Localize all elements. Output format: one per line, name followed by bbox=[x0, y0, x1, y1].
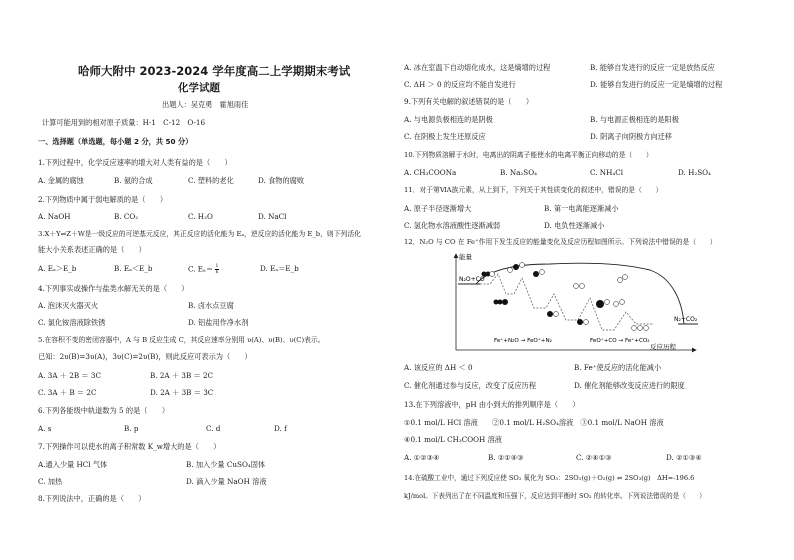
option-a: A. NaOH bbox=[38, 212, 71, 221]
option-a: A. 金属的腐蚀 bbox=[38, 176, 84, 185]
option-d: D. 铝盐用作净水剂 bbox=[188, 318, 249, 327]
option-d: D. H₂SO₄ bbox=[678, 168, 711, 177]
fraction-denominator: E bbox=[215, 270, 219, 275]
option-b: B. 加入少量 CuSO₄固体 bbox=[186, 460, 266, 469]
question-5: 5.在容积不变的密闭容器中，A 与 B 反应生成 C，其反应速率分别用 υ(A)、υ(B)、υ(C)表示。 bbox=[38, 336, 325, 344]
option-a: A. 该反应的 ΔH ＜ 0 bbox=[404, 363, 473, 372]
option-a: A. Eₐ＞E_b bbox=[38, 264, 77, 273]
option-d: D. Eₐ＝E_b bbox=[260, 264, 299, 273]
option-b: B. Na₂SO₄ bbox=[500, 168, 538, 177]
option-b: B. 能够自发进行的反应一定是放热反应 bbox=[590, 63, 715, 72]
question-1: 1.下列过程中，化学反应速率的增大对人类有益的是（ ） bbox=[38, 158, 232, 167]
option-a: A. s bbox=[38, 424, 52, 433]
option-d: D. 阴离子向阴极方向迁移 bbox=[590, 132, 672, 141]
option-b: B. 氨的合成 bbox=[114, 176, 153, 185]
option-c: C. H₂O bbox=[188, 212, 213, 221]
question-3-cont: 能大小关系表述正确的是（ ） bbox=[38, 245, 146, 254]
option-c: C. 氢化物水溶液酸性逐渐减弱 bbox=[404, 221, 501, 230]
option-c: C. NH₄Cl bbox=[590, 168, 624, 177]
option-b: B. 第一电离能逐渐减小 bbox=[544, 204, 619, 213]
option-a: A. 泡沫灭火器灭火 bbox=[38, 301, 99, 310]
option-d: D. 催化剂能够改变反应进行的限度 bbox=[574, 381, 685, 390]
exam-authors: 出题人：吴克勇 霍旭雨佳 bbox=[162, 100, 249, 109]
question-12: 12．N₂O 与 CO 在 Fe⁺作用下发生反应的能量变化及反应历程如图所示。下列说法中错误的是（ ） bbox=[404, 238, 717, 246]
question-14-cont: kJ/mol。下表列出了在不同温度和压强下，反应达到平衡时 SO₂ 的转化率。下列说法错误的是（ ） bbox=[404, 492, 706, 500]
option-d: D. f bbox=[274, 424, 287, 433]
option-c: C. ②④①③ bbox=[576, 453, 612, 462]
option-d: D. 2A ＋ 3B ＝ 3C bbox=[150, 388, 214, 397]
energy-axis bbox=[456, 254, 696, 350]
question-5-cont: 已知：2υ(B)=3υ(A)，3υ(C)=2υ(B)，则此反应可表示为（ ） bbox=[38, 352, 252, 361]
option-c: C. d bbox=[206, 424, 221, 433]
question-13-list-1: ①0.1 mol/L HCl 溶液 ②0.1 mol/L H₂SO₄溶液 ③0.1 mol/L NaOH 溶液 bbox=[404, 418, 664, 427]
question-14: 14.在硫酸工业中，通过下列反应使 SO₂ 氧化为 SO₃：2SO₂(g)＋O₂(g) ⇌ 2SO₃(g) ΔH=-196.6 bbox=[404, 474, 695, 482]
products-label: N₂+CO₂ bbox=[674, 316, 698, 323]
question-9: 9.下列有关电解的叙述错误的是（ ） bbox=[404, 97, 534, 106]
option-a: A. CH₃COONa bbox=[404, 168, 457, 177]
option-a: A. ①②③④ bbox=[404, 453, 440, 462]
question-8: 8.下列说法中，正确的是（ ） bbox=[38, 494, 146, 503]
question-13-list-2: ④0.1 mol/L CH₃COOH 溶液 bbox=[404, 435, 502, 444]
option-a: A. 冰在室温下自动熔化成水，这是熵增的过程 bbox=[404, 63, 551, 72]
option-b: B. Eₐ＜E_b bbox=[114, 264, 153, 273]
y-axis-label: 能量 bbox=[459, 253, 472, 261]
atomic-mass-note: 计算可能用到的相对原子质量：H-1 C-12 O-16 bbox=[42, 118, 206, 127]
exam-title: 哈师大附中 2023-2024 学年度高二上学期期末考试 bbox=[78, 64, 351, 78]
option-c: C. 催化剂通过参与反应，改变了反应历程 bbox=[404, 381, 537, 390]
question-10: 10.下列物质溶解于水时，电离出的阴离子能使水的电离平衡正向移动的是（ ） bbox=[404, 151, 653, 159]
section-heading: 一、选择题（单选题，每小题 2 分，共 50 分） bbox=[38, 137, 193, 146]
question-7: 7.下列操作可以使水的离子积常数 K_w增大的是（ ） bbox=[38, 442, 221, 451]
energy-profile-diagram bbox=[450, 250, 700, 355]
option-c bbox=[188, 264, 219, 275]
option-b: B. 卤水点豆腐 bbox=[188, 301, 234, 310]
fraction-numerator: 1 bbox=[215, 264, 219, 269]
option-b: B. 2A ＋ 3B ＝ 2C bbox=[150, 371, 214, 380]
option-b: B. ②①④③ bbox=[488, 453, 524, 462]
option-a: A. 与电源负极相连的是阴极 bbox=[404, 115, 493, 124]
option-c-fraction bbox=[215, 264, 218, 275]
option-d: D. 电负性逐渐减小 bbox=[544, 221, 605, 230]
question-3: 3.X＋Y⇌Z＋W是一级反应的可逆基元反应，其正反应的活化能为 Eₐ，逆反应的活化能为 E_b，则下列活化 bbox=[38, 230, 361, 238]
question-13: 13.在下列溶液中，pH 由小到大的排列顺序是（ ） bbox=[404, 400, 580, 409]
question-6: 6.下列各能级中轨道数为 5 的是（ ） bbox=[38, 406, 170, 415]
option-d: D. NaCl bbox=[258, 212, 287, 221]
option-a: A. 3A ＋ 2B ＝ 3C bbox=[38, 371, 101, 380]
option-d: D. ②①③④ bbox=[666, 453, 702, 462]
option-a: A. 原子半径逐渐增大 bbox=[404, 204, 472, 213]
option-d: D. 能够自发进行的反应一定是熵增的过程 bbox=[590, 80, 723, 89]
option-c: C. ΔH ＞ 0 的反应均不能自发进行 bbox=[404, 80, 516, 89]
reactants-label: N₂O+CO bbox=[459, 276, 485, 283]
option-d: D. 食物的腐败 bbox=[258, 176, 305, 185]
option-b: B. p bbox=[124, 424, 139, 433]
option-b: B. CO₂ bbox=[114, 212, 139, 221]
x-axis-label: 反应历程 bbox=[650, 343, 676, 351]
question-11: 11．对于第ⅥA族元素，从上到下，下列关于其性质变化的叙述中，错误的是（ ） bbox=[404, 186, 663, 194]
step-1-label: Fe⁺+N₂O → FeO⁺+N₂ bbox=[494, 338, 552, 344]
step-2-label: FeO⁺+CO → Fe⁺+CO₂ bbox=[590, 338, 650, 344]
option-c: C. 在阴极上发生还原反应 bbox=[404, 132, 486, 141]
option-c: C. 加热 bbox=[38, 477, 63, 486]
question-2: 2.下列物质中属于弱电解质的是（ ） bbox=[38, 195, 168, 204]
molecule-icons bbox=[482, 263, 649, 331]
option-b: B. Fe⁺使反应的活化能减小 bbox=[574, 363, 662, 372]
option-c: C. 塑料的老化 bbox=[188, 176, 234, 185]
option-c: C. 氯化铵溶液除铁锈 bbox=[38, 318, 106, 327]
option-a: A.通入少量 HCl 气体 bbox=[38, 460, 108, 469]
option-b: B. 与电源正极相连的是阳极 bbox=[590, 115, 679, 124]
question-4: 4.下列事实或操作与盐类水解无关的是（ ） bbox=[38, 284, 189, 293]
option-c: C. 3A ＋ B ＝ 2C bbox=[38, 388, 97, 397]
exam-subtitle: 化学试题 bbox=[178, 82, 220, 94]
option-d: D. 滴入少量 NaOH 溶液 bbox=[186, 477, 267, 486]
option-c-text: C. Eₐ＝ bbox=[188, 264, 214, 274]
